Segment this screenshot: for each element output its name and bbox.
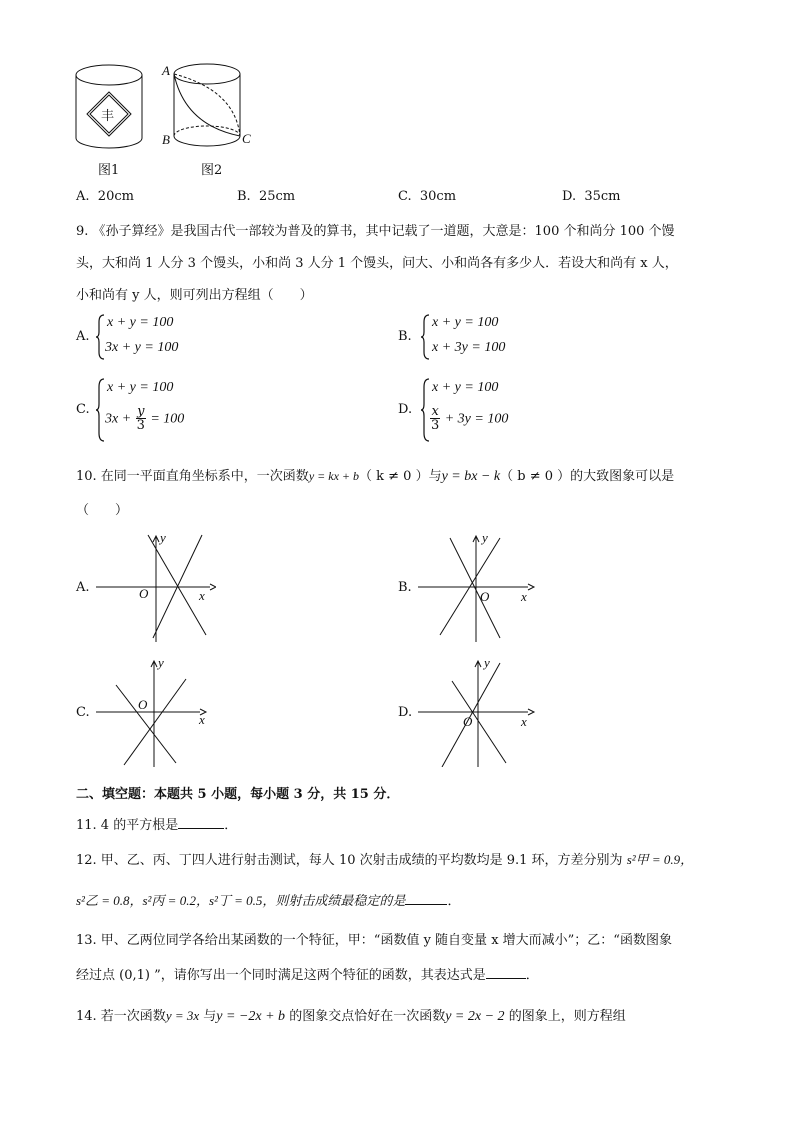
q13-line1: 13. 甲、乙两位同学各给出某函数的一个特征，甲：“函数值 y 随自变量 x 增大而减小”；乙：“函数图象 bbox=[76, 933, 672, 948]
q9-line3: 小和尚有 y 人，则可列出方程组（ ） bbox=[76, 288, 313, 303]
q9-line2: 头，大和尚 1 人分 3 个馒头，小和尚 3 人分 1 个馒头，问大、小和尚各有多少人．若设大和尚有 x 人， bbox=[76, 256, 678, 271]
answer-blank bbox=[178, 816, 224, 829]
point-c-label: C bbox=[242, 131, 251, 146]
cylinder-figures bbox=[60, 55, 260, 180]
graph-b-x: x bbox=[521, 589, 527, 604]
q13-line2: 经过点 (0,1) ”，请你写出一个同时满足这两个特征的函数，其表达式是 ． bbox=[76, 968, 539, 983]
graph-a-x: x bbox=[199, 588, 205, 603]
q12-line2: s²乙 = 0.8，s²丙 = 0.2，s²丁 = 0.5，则射击成绩最稳定的是 ． bbox=[76, 893, 461, 909]
fig1-char: 丰 bbox=[101, 109, 115, 124]
graph-b bbox=[418, 530, 538, 642]
q10-option-b: B. bbox=[398, 580, 412, 595]
q14-line1: 14. 若一次函数y = 3x 与y = −2x + b 的图象交点恰好在一次函数y = 2x − 2 的图象上，则方程组 bbox=[76, 1008, 626, 1024]
graph-d-x: x bbox=[521, 714, 527, 729]
q9-c-eq1: x + y = 100 bbox=[107, 380, 174, 395]
graph-c-o: O bbox=[138, 697, 148, 712]
q9-c-eq2: 3x + $\frac{y}{3}$ = 100 bbox=[105, 404, 185, 433]
graph-a bbox=[96, 530, 216, 642]
q8-option-d: D. 35cm bbox=[562, 189, 621, 204]
q11: 11. 4 的平方根是 ． bbox=[76, 818, 238, 833]
graph-d bbox=[418, 655, 538, 767]
q9-d-eq2: $\frac{x}{3}$ + 3y = 100 bbox=[431, 404, 509, 433]
q10-line2: （ ） bbox=[76, 503, 129, 518]
graph-b-o: O bbox=[480, 589, 490, 604]
graph-c bbox=[96, 655, 216, 767]
answer-blank bbox=[405, 892, 447, 905]
fig1-label: 图1 bbox=[98, 163, 120, 178]
graph-d-y: y bbox=[484, 655, 490, 670]
q10-option-d: D. bbox=[398, 705, 413, 720]
q9-d-eq1: x + y = 100 bbox=[432, 380, 499, 395]
q9-line1: 9. 《孙子算经》是我国古代一部较为普及的算书，其中记载了一道题，大意是：100 个和尚分 100 个馒 bbox=[76, 224, 675, 239]
graph-c-y: y bbox=[158, 655, 164, 670]
q9-b-eq1: x + y = 100 bbox=[432, 315, 499, 330]
q10-option-c: C. bbox=[76, 705, 90, 720]
brace-icon bbox=[421, 314, 431, 360]
graph-d-o: O bbox=[463, 714, 473, 729]
q8-option-b: B. 25cm bbox=[237, 189, 296, 204]
graph-a-y: y bbox=[160, 530, 166, 545]
q8-option-c: C. 30cm bbox=[398, 189, 457, 204]
q9-option-a-letter: A. bbox=[76, 329, 90, 344]
graph-c-x: x bbox=[199, 712, 205, 727]
graph-b-y: y bbox=[482, 530, 488, 545]
fig2-label: 图2 bbox=[201, 163, 223, 178]
q9-a-eq1: x + y = 100 bbox=[107, 315, 174, 330]
q9-b-eq2: x + 3y = 100 bbox=[432, 340, 506, 355]
q12-line1: 12. 甲、乙、丙、丁四人进行射击测试，每人 10 次射击成绩的平均数均是 9.1 环，方差分别为 s²甲 = 0.9， bbox=[76, 852, 694, 868]
point-b-label: B bbox=[162, 132, 170, 147]
q10-option-a: A. bbox=[76, 580, 90, 595]
graph-a-o: O bbox=[139, 586, 149, 601]
point-a-label: A bbox=[162, 63, 170, 78]
q9-option-d-letter: D. bbox=[398, 402, 413, 417]
q10-line1: 10. 在同一平面直角坐标系中，一次函数y = kx + b（ k ≠ 0 ）与y = bx − k（ b ≠ 0 ）的大致图象可以是 bbox=[76, 469, 675, 484]
answer-blank bbox=[486, 966, 526, 979]
q9-option-b-letter: B. bbox=[398, 329, 412, 344]
q9-a-eq2: 3x + y = 100 bbox=[105, 340, 179, 355]
q8-option-a: A. 20cm bbox=[76, 189, 134, 204]
q9-option-c-letter: C. bbox=[76, 402, 90, 417]
section-2-heading: 二、填空题：本题共 5 小题，每小题 3 分，共 15 分． bbox=[76, 787, 400, 802]
